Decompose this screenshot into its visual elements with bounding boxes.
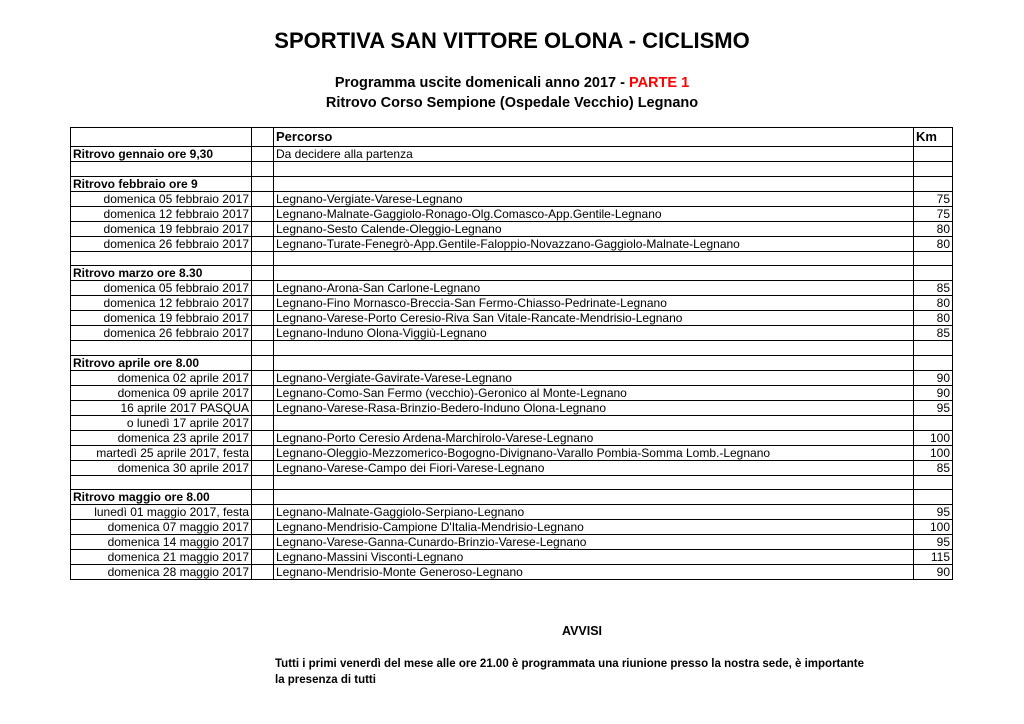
date-cell: domenica 30 aprile 2017 — [71, 460, 252, 475]
table-row — [71, 296, 953, 311]
spacer-cell — [252, 266, 274, 281]
spacer-cell — [252, 430, 274, 445]
date-cell: o lunedì 17 aprile 2017 — [71, 415, 252, 430]
route-cell: Legnano-Arona-San Carlone-Legnano — [274, 281, 914, 296]
route-cell: Legnano-Vergiate-Gavirate-Varese-Legnano — [274, 370, 914, 385]
group-row — [71, 490, 953, 505]
table-row — [71, 236, 953, 251]
km-cell: 75 — [914, 191, 953, 206]
spacer-cell — [252, 520, 274, 535]
date-cell: lunedì 01 maggio 2017, festa — [71, 505, 252, 520]
table-row — [71, 206, 953, 221]
subtitle-program-text: Programma uscite domenicali anno 2017 - — [334, 75, 629, 91]
route-cell: Legnano-Varese-Porto Ceresio-Riva San Vitale-Rancate-Mendrisio-Legnano — [274, 311, 914, 326]
spacer-cell — [252, 176, 274, 191]
spacer-cell — [252, 385, 274, 400]
spacer-cell — [252, 565, 274, 580]
km-cell — [914, 147, 953, 162]
km-cell — [914, 176, 953, 191]
route-cell: Legnano-Vergiate-Varese-Legnano — [274, 191, 914, 206]
km-cell: 75 — [914, 206, 953, 221]
group-row — [71, 266, 953, 281]
route-cell: Legnano-Varese-Rasa-Brinzio-Bedero-Induno Olona-Legnano — [274, 400, 914, 415]
group-label: Ritrovo febbraio ore 9 — [71, 176, 252, 191]
km-cell — [914, 266, 953, 281]
blank-row — [71, 475, 953, 490]
avvisi-text: Tutti i primi venerdì del mese alle ore 21.00 è programmata una riunione presso la nostra sede, è importante la presenza di tutti — [275, 658, 865, 686]
spacer-cell — [252, 326, 274, 341]
route-cell: Legnano-Induno Olona-Viggiù-Legnano — [274, 326, 914, 341]
route-cell — [274, 475, 914, 490]
km-cell — [914, 251, 953, 266]
table-row — [71, 385, 953, 400]
table-row — [71, 311, 953, 326]
table-row — [71, 370, 953, 385]
date-cell: domenica 28 maggio 2017 — [71, 565, 252, 580]
route-cell: Legnano-Varese-Ganna-Cunardo-Brinzio-Varese-Legnano — [274, 535, 914, 550]
group-row — [71, 176, 953, 191]
route-cell — [274, 415, 914, 430]
km-cell: 115 — [914, 550, 953, 565]
blank-row — [71, 341, 953, 356]
km-cell: 80 — [914, 236, 953, 251]
page-title: SPORTIVA SAN VITTORE OLONA - CICLISMO — [274, 28, 750, 53]
group-label: Ritrovo maggio ore 8.00 — [71, 490, 252, 505]
spacer-cell — [252, 400, 274, 415]
km-cell: 80 — [914, 311, 953, 326]
spacer-cell — [252, 490, 274, 505]
spacer-cell — [252, 296, 274, 311]
spacer-cell — [252, 355, 274, 370]
km-cell — [914, 475, 953, 490]
km-cell: 85 — [914, 326, 953, 341]
table-row — [71, 191, 953, 206]
route-cell — [274, 251, 914, 266]
date-cell — [71, 251, 252, 266]
spacer-cell — [252, 162, 274, 177]
group-label: Ritrovo aprile ore 8.00 — [71, 355, 252, 370]
blank-row — [71, 251, 953, 266]
group-label: Ritrovo marzo ore 8.30 — [71, 266, 252, 281]
spacer-cell — [252, 535, 274, 550]
km-cell: 80 — [914, 221, 953, 236]
km-cell: 100 — [914, 445, 953, 460]
route-cell: Legnano-Malnate-Gaggiolo-Ronago-Olg.Comasco-App.Gentile-Legnano — [274, 206, 914, 221]
date-cell: domenica 05 febbraio 2017 — [71, 281, 252, 296]
group-label: Ritrovo gennaio ore 9,30 — [71, 147, 252, 162]
km-cell: 100 — [914, 430, 953, 445]
spacer-cell — [252, 550, 274, 565]
date-cell: domenica 26 febbraio 2017 — [71, 326, 252, 341]
route-cell — [274, 341, 914, 356]
km-cell: 95 — [914, 400, 953, 415]
date-cell: domenica 19 febbraio 2017 — [71, 311, 252, 326]
km-cell: 95 — [914, 535, 953, 550]
spacer-cell — [252, 206, 274, 221]
date-cell: domenica 26 febbraio 2017 — [71, 236, 252, 251]
spacer-cell — [252, 236, 274, 251]
route-cell: Da decidere alla partenza — [274, 147, 914, 162]
date-cell: 16 aprile 2017 PASQUA — [71, 400, 252, 415]
route-cell: Legnano-Porto Ceresio Ardena-Marchirolo-Varese-Legnano — [274, 430, 914, 445]
subtitle-program — [0, 75, 1024, 91]
km-cell: 90 — [914, 370, 953, 385]
table-row — [71, 460, 953, 475]
spacer-cell — [252, 251, 274, 266]
table-row — [71, 281, 953, 296]
subtitle-meeting-point: Ritrovo Corso Sempione (Ospedale Vecchio) Legnano — [325, 95, 699, 111]
date-cell: domenica 21 maggio 2017 — [71, 550, 252, 565]
route-cell: Legnano-Turate-Fenegrò-App.Gentile-Faloppio-Novazzano-Gaggiolo-Malnate-Legnano — [274, 236, 914, 251]
spacer-cell — [252, 311, 274, 326]
group-row — [71, 355, 953, 370]
table-row — [71, 415, 953, 430]
km-cell: 90 — [914, 385, 953, 400]
date-cell: domenica 09 aprile 2017 — [71, 385, 252, 400]
spacer-cell — [252, 191, 274, 206]
schedule-body — [71, 147, 953, 580]
table-row — [71, 445, 953, 460]
date-cell: domenica 02 aprile 2017 — [71, 370, 252, 385]
date-cell — [71, 341, 252, 356]
date-cell — [71, 475, 252, 490]
km-cell: 85 — [914, 281, 953, 296]
km-cell: 100 — [914, 520, 953, 535]
date-cell: domenica 19 febbraio 2017 — [71, 221, 252, 236]
route-cell: Legnano-Mendrisio-Campione D'Italia-Mendrisio-Legnano — [274, 520, 914, 535]
date-cell: domenica 07 maggio 2017 — [71, 520, 252, 535]
header-date-cell — [71, 128, 252, 147]
km-cell — [914, 341, 953, 356]
table-row — [71, 520, 953, 535]
km-cell: 80 — [914, 296, 953, 311]
date-cell: domenica 12 febbraio 2017 — [71, 206, 252, 221]
spacer-cell — [252, 281, 274, 296]
table-row — [71, 400, 953, 415]
spacer-cell — [252, 505, 274, 520]
route-cell — [274, 176, 914, 191]
route-cell — [274, 162, 914, 177]
table-row — [71, 505, 953, 520]
km-cell: 85 — [914, 460, 953, 475]
km-cell — [914, 490, 953, 505]
spacer-cell — [252, 221, 274, 236]
route-cell: Legnano-Varese-Campo dei Fiori-Varese-Legnano — [274, 460, 914, 475]
route-cell: Legnano-Massini Visconti-Legnano — [274, 550, 914, 565]
date-cell: domenica 23 aprile 2017 — [71, 430, 252, 445]
spacer-cell — [252, 445, 274, 460]
spacer-cell — [252, 147, 274, 162]
group-row — [71, 147, 953, 162]
spacer-cell — [252, 475, 274, 490]
route-cell: Legnano-Malnate-Gaggiolo-Serpiano-Legnano — [274, 505, 914, 520]
km-cell: 90 — [914, 565, 953, 580]
header-spacer-cell — [252, 128, 274, 147]
route-cell: Legnano-Fino Mornasco-Breccia-San Fermo-Chiasso-Pedrinate-Legnano — [274, 296, 914, 311]
route-cell: Legnano-Como-San Fermo (vecchio)-Geronico al Monte-Legnano — [274, 385, 914, 400]
km-cell — [914, 355, 953, 370]
date-cell: domenica 14 maggio 2017 — [71, 535, 252, 550]
avvisi-title: AVVISI — [561, 624, 603, 638]
header-percorso: Percorso — [274, 128, 914, 147]
blank-row — [71, 162, 953, 177]
route-cell — [274, 266, 914, 281]
spacer-cell — [252, 460, 274, 475]
date-cell — [71, 162, 252, 177]
table-row — [71, 430, 953, 445]
table-header-row — [71, 128, 953, 147]
spacer-cell — [252, 370, 274, 385]
header-km: Km — [914, 128, 953, 147]
route-cell: Legnano-Mendrisio-Monte Generoso-Legnano — [274, 565, 914, 580]
km-cell: 95 — [914, 505, 953, 520]
table-row — [71, 326, 953, 341]
route-cell — [274, 355, 914, 370]
table-row — [71, 550, 953, 565]
date-cell: domenica 12 febbraio 2017 — [71, 296, 252, 311]
route-cell: Legnano-Sesto Calende-Oleggio-Legnano — [274, 221, 914, 236]
date-cell: domenica 05 febbraio 2017 — [71, 191, 252, 206]
km-cell — [914, 162, 953, 177]
date-cell: martedì 25 aprile 2017, festa — [71, 445, 252, 460]
table-row — [71, 565, 953, 580]
spacer-cell — [252, 415, 274, 430]
subtitle-part: PARTE 1 — [628, 75, 690, 91]
table-row — [71, 535, 953, 550]
km-cell — [914, 415, 953, 430]
schedule-table — [70, 127, 953, 580]
spacer-cell — [252, 341, 274, 356]
table-row — [71, 221, 953, 236]
route-cell — [274, 490, 914, 505]
route-cell: Legnano-Oleggio-Mezzomerico-Bogogno-Divignano-Varallo Pombia-Somma Lomb.-Legnano — [274, 445, 914, 460]
